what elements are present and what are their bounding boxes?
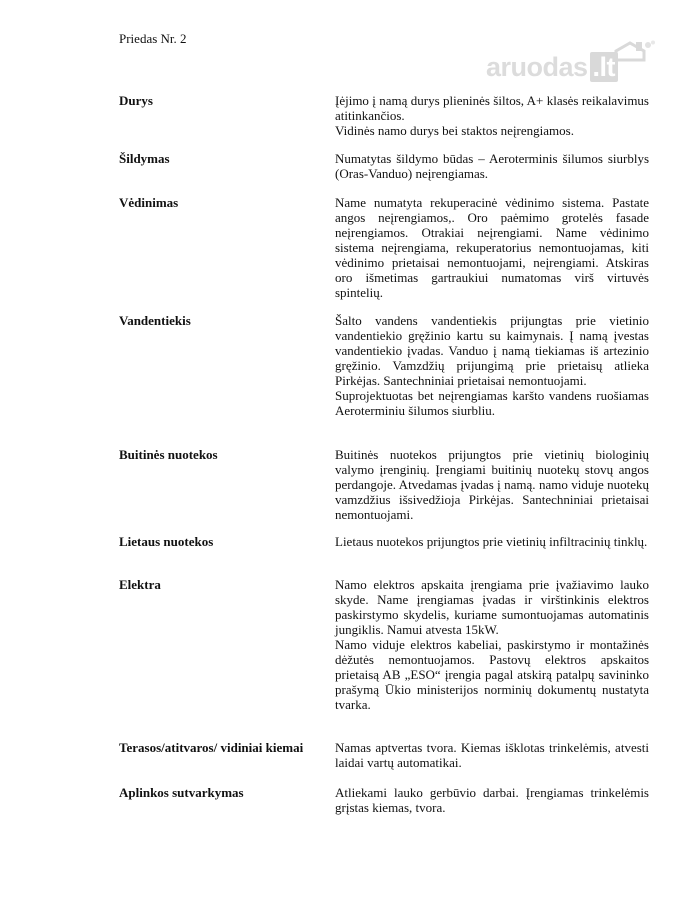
page-label: Priedas Nr. 2 bbox=[119, 31, 187, 46]
row-label: Buitinės nuotekos bbox=[119, 447, 218, 462]
row-label: Šildymas bbox=[119, 151, 170, 166]
row-content bbox=[335, 740, 649, 770]
row-content bbox=[335, 534, 649, 549]
row-label: Lietaus nuotekos bbox=[119, 534, 214, 549]
row-content bbox=[335, 313, 649, 418]
row-paragraph: Šalto vandens vandentiekis prijungtas prie vietinio vandentiekio gręžinio kartu su kaimynais. Į namą įvestas vandentiekio įvadas. Vanduo į namą tiekiamas iš artezinio gręžinio. Vamzdžių prijungimą prie prietaisų atlieka Pirkėjas. Santechniniai prietaisai nemontuojami. bbox=[335, 313, 649, 388]
row-paragraph: Buitinės nuotekos prijungtos prie vietinių biologinių valymo įrenginių. Įrengiami buitinių nuotekų stovų angos perdangoje. Atvedamas įvadas į namą. namo viduje nuotekų vamzdžius išsivedžioja Pirkėjas. Santechniniai prietaisai nemontuojami. bbox=[335, 447, 649, 522]
row-paragraph: Įėjimo į namą durys plieninės šiltos, A+ klasės reikalavimus atitinkančios. bbox=[335, 93, 649, 123]
row-label: Vandentiekis bbox=[119, 313, 191, 328]
row-paragraph: Namo elektros apskaita įrengiama prie įvažiavimo lauko skyde. Name įrengiamas įvadas ir virštinkinis elektros paskirstymo skydelis, kuriame sumontuojamas automatinis jungiklis. Namui atvesta 15kW. bbox=[335, 577, 649, 637]
row-content bbox=[335, 195, 649, 300]
row-label: Elektra bbox=[119, 577, 161, 592]
row-paragraph: Namas aptvertas tvora. Kiemas išklotas trinkelėmis, atvesti laidai vartų automatikai. bbox=[335, 740, 649, 770]
row-content bbox=[335, 785, 649, 815]
row-paragraph: Namo viduje elektros kabeliai, paskirstymo ir montažinės dėžutės nemontuojamos. Pastovų elektros apskaitos prietaisą AB „ESO“ įrengia pagal atskirą patalpų savininko prašymą Ūkio ministerijos norminių dokumentų nustatyta tvarka. bbox=[335, 637, 649, 712]
row-label: Vėdinimas bbox=[119, 195, 179, 210]
row-paragraph: Lietaus nuotekos prijungtos prie vietinių infiltracinių tinklų. bbox=[335, 534, 648, 549]
row-label: Terasos/atitvaros/ vidiniai kiemai bbox=[119, 740, 304, 755]
row-label: Durys bbox=[119, 93, 153, 108]
row-paragraph: Suprojektuotas bet neįrengiamas karšto vandens ruošiamas Aeroterminiu šilumos siurbliu. bbox=[335, 388, 649, 418]
row-content bbox=[335, 577, 649, 712]
row-label: Aplinkos sutvarkymas bbox=[119, 785, 244, 800]
row-content bbox=[335, 151, 649, 181]
row-paragraph: Atliekami lauko gerbūvio darbai. Įrengiamas trinkelėmis grįstas kiemas, tvora. bbox=[335, 785, 649, 815]
watermark-logo bbox=[486, 40, 656, 90]
row-paragraph: Numatytas šildymo būdas – Aeroterminis šilumos siurblys (Oras-Vanduo) neįrengiamas. bbox=[335, 151, 649, 181]
row-content bbox=[335, 447, 649, 522]
row-content bbox=[335, 93, 649, 138]
row-paragraph: Vidinės namo durys bei staktos neįrengiamos. bbox=[335, 123, 574, 138]
watermark-text: aruodas .lt bbox=[486, 52, 618, 83]
row-paragraph: Name numatyta rekuperacinė vėdinimo sistema. Pastate angos neįrengiamos,. Oro paėmimo grotelės fasade neįrengiamos. Otrakiai neįrengiami. Name vėdinimo sistema neįrengiama, rekuperatorius nemontuojamas, kiti vėdinimo prietaisai nemontuojami, neįrengiami. Atskiras oro išmetimas gartraukiui numatomas virš virtuvės spintelių. bbox=[335, 195, 649, 300]
house-logo-icon bbox=[614, 40, 656, 62]
